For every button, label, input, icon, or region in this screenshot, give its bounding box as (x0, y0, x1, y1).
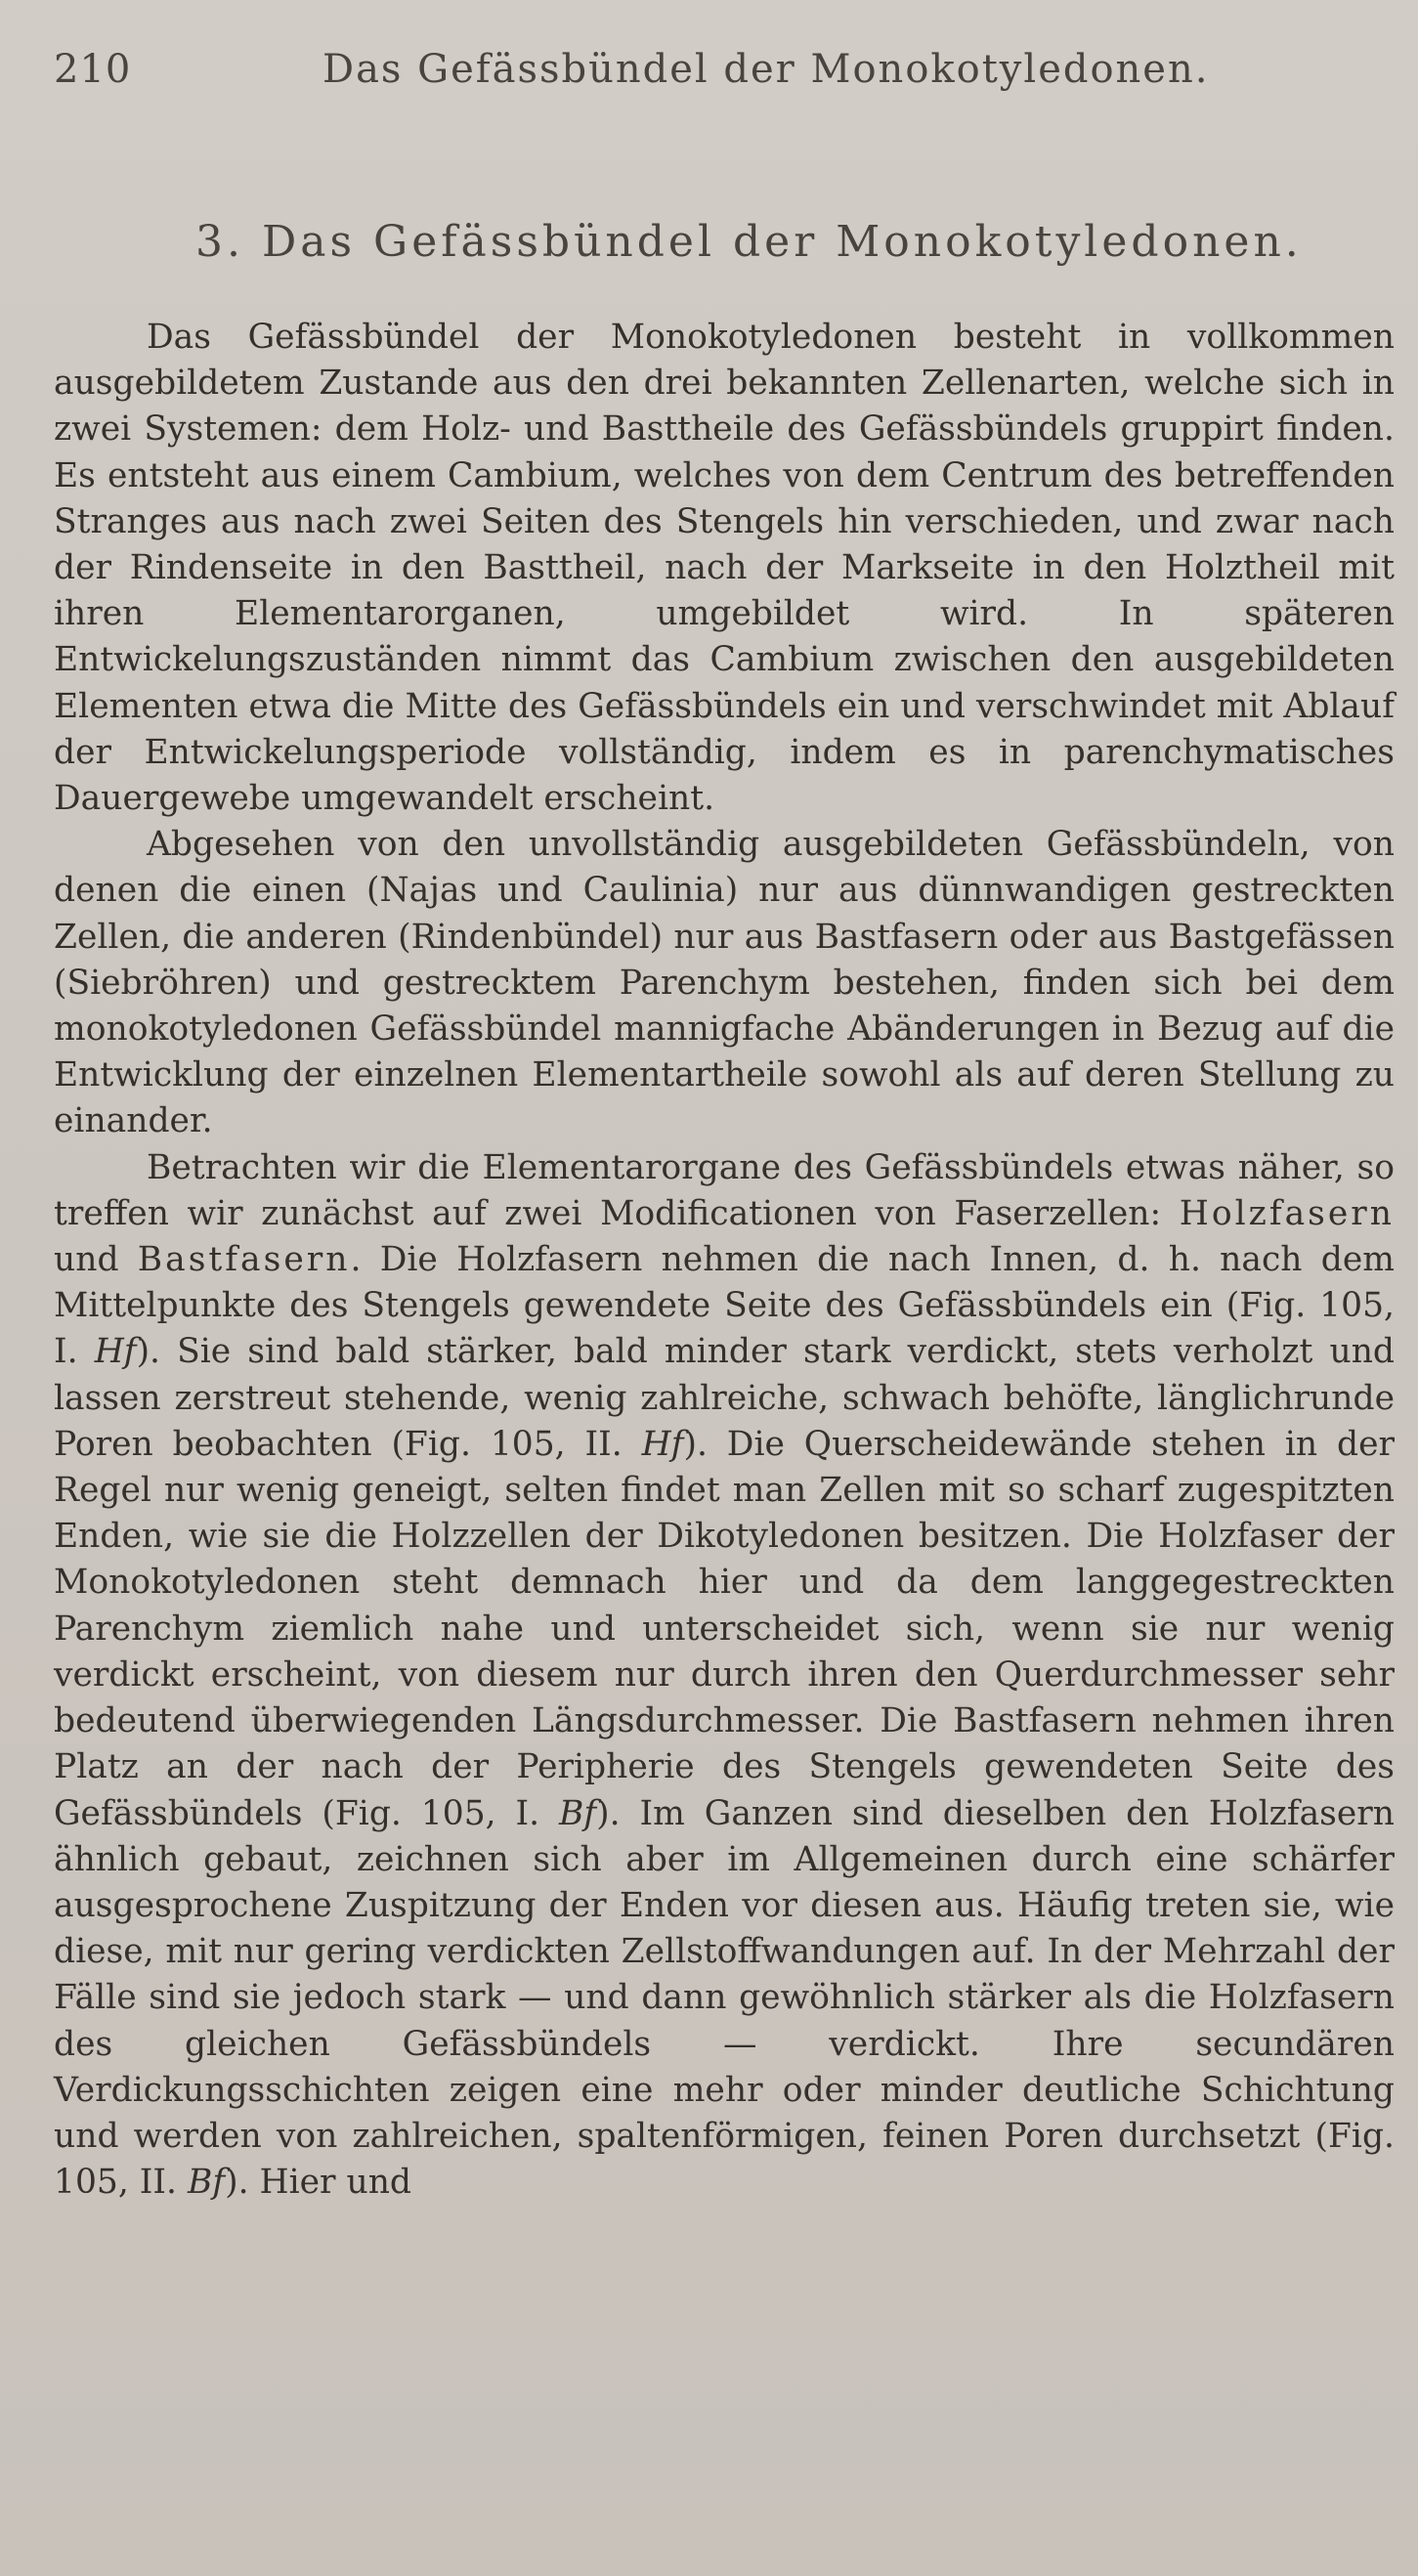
paragraph-3-text: ). Sie sind bald stärker, bald minder stark verdickt, stets verholzt und lassen zerstreut stehende, wenig zahlreiche, schwach behöfte, länglichrunde Poren beobachten (Fig. 105, II. (54, 1332, 1396, 1464)
page-number: 210 (54, 47, 132, 92)
paragraph-3-text: ). Im Ganzen sind dieselben den Holzfasern ähnlich gebaut, zeichnen sich aber im Allgemeinen durch eine schärfer ausgesprochene Zuspitzung der Enden vor diesen aus. Häufig treten sie, wie diese, mit nur gering verdickten Zellstoffwandungen auf. In der Mehrzahl der Fälle sind sie jedoch stark — und dann gewöhnlich stärker als die Holzfasern des gleichen Gefässbündels — verdickt. Ihre secundären Verdickungsschichten zeigen eine mehr oder minder deutliche Schichtung und werden von zahlreichen, spaltenförmigen, feinen Poren durchsetzt (Fig. 105, II. (54, 1793, 1395, 2203)
running-header (54, 39, 1373, 98)
section-heading: 3. Das Gefässbündel der Monokotyledonen. (195, 217, 1303, 267)
paragraph-3-text: Betrachten wir die Elementarorgane des Gefässbündels etwas näher, so treffen wir zunächst auf zwei Modificationen von Faserzellen: (54, 1147, 1395, 1233)
body-text (54, 315, 1395, 2206)
figure-ref-hf: Hf (641, 1424, 684, 1464)
running-title: Das Gefässbündel der Monokotyledonen. (322, 47, 1210, 92)
paragraph-3-text: und (54, 1240, 138, 1280)
paragraph-2: Abgesehen von den unvollständig ausgebildeten Gefässbündeln, von denen die einen (Najas und Caulinia) nur aus dünnwandigen gestreckten Zellen, die anderen (Rindenbündel) nur aus Bastfasern oder aus Bastgefässen (Siebröhren) und gestrecktem Parenchym bestehen, finden sich bei dem monokotyledonen Gefässbündel mannigfache Abänderungen in Bezug auf die Entwicklung der einzelnen Elementartheile sowohl als auf deren Stellung zu einander. (54, 825, 1395, 1141)
paragraph-3 (54, 1145, 1395, 2207)
paragraph-3-text: ). Die Querscheidewände stehen in der Regel nur wenig geneigt, selten findet man Zellen mit so scharf zugespitzten Enden, wie sie die Holzzellen der Dikotyledonen besitzen. Die Holzfaser der Monokotyledonen steht demnach hier und da dem langgegestreckten Parenchym ziemlich nahe und unterscheidet sich, wenn sie nur wenig verdickt erscheint, von diesem nur durch ihren den Querdurchmesser sehr bedeutend überwiegenden Längsdurchmesser. Die Bastfasern nehmen ihren Platz an der nach der Peripherie des Stengels gewendeten Seite des Gefässbündels (Fig. 105, I. (54, 1424, 1395, 1833)
paragraph-3-text: . Die Holzfasern nehmen die nach Innen, d. h. nach dem Mittelpunkte des Stengels gewendete Seite des Gefässbündels ein (Fig. 105, I. (54, 1240, 1395, 1372)
paragraph-3-text: ). Hier und (225, 2163, 412, 2203)
term-holzfasern: Holzfasern (1179, 1193, 1395, 1233)
figure-ref-bf: Bf (559, 1793, 597, 1833)
term-bastfasern: Bastfasern (137, 1240, 351, 1280)
paragraph-1: Das Gefässbündel der Monokotyledonen besteht in vollkommen ausgebildetem Zustande aus den drei bekannten Zellenarten, welche sich in zwei Systemen: dem Holz- und Basttheile des Gefässbündels gruppirt finden. Es entsteht aus einem Cambium, welches von dem Centrum des betreffenden Stranges aus nach zwei Seiten des Stengels hin verschieden, und zwar nach der Rindenseite in den Basttheil, nach der Markseite in den Holztheil mit ihren Elementarorganen, umgebildet wird. In späteren Entwickelungszuständen nimmt das Cambium zwischen den ausgebildeten Elementen etwa die Mitte des Gefässbündels ein und verschwindet mit Ablauf der Entwickelungsperiode vollständig, indem es in parenchymatisches Dauergewebe umgewandelt erscheint. (54, 318, 1395, 819)
figure-ref-bf: Bf (187, 2163, 226, 2203)
figure-ref-hf: Hf (94, 1332, 137, 1372)
